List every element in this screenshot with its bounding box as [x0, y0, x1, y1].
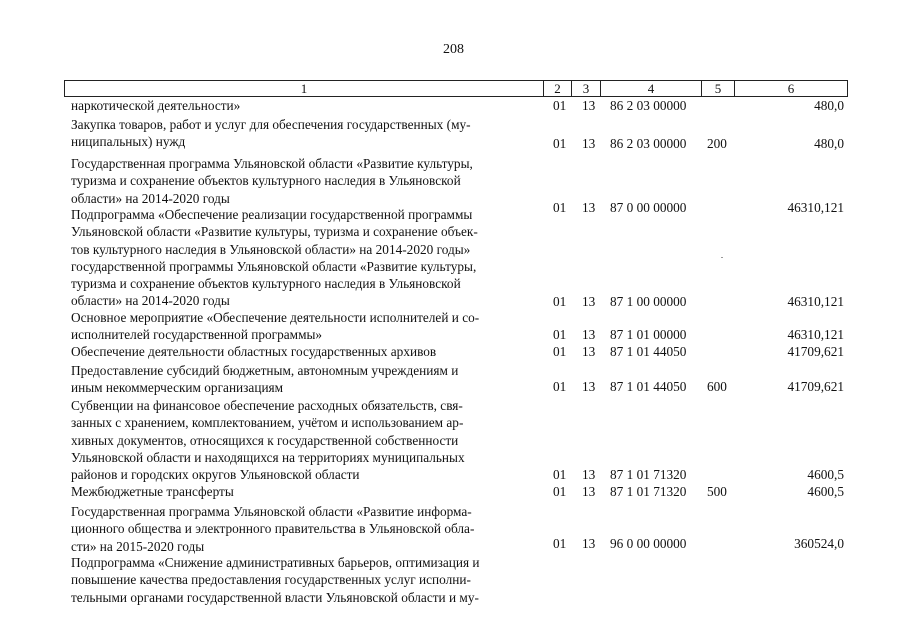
- row-section: 01: [553, 327, 567, 342]
- row-target-code: 86 2 03 00000: [610, 98, 687, 113]
- row-description: [71, 206, 541, 310]
- description-line: области» на 2014-2020 годы: [71, 190, 230, 206]
- row-description: [71, 343, 541, 360]
- row-expense-type: 200: [707, 136, 727, 151]
- row-target-code: 87 1 00 00000: [610, 293, 687, 309]
- row-subsection: 13: [582, 379, 596, 394]
- row-subsection: 13: [582, 98, 596, 113]
- description-line: Основное мероприятие «Обеспечение деятельности исполнителей и со-: [71, 310, 480, 325]
- header-col-5: 5: [702, 81, 735, 96]
- description-line: Предоставление субсидий бюджетным, автономным учреждениям и: [71, 363, 459, 378]
- description-line: Подпрограмма «Обеспечение реализации государственной программы: [71, 207, 473, 222]
- header-col-4: 4: [601, 81, 702, 96]
- table-header: [64, 80, 848, 97]
- row-subsection: 13: [582, 200, 596, 216]
- row-section: 01: [553, 136, 567, 151]
- row-target-code: 86 2 03 00000: [610, 136, 687, 151]
- row-target-code: 87 1 01 44050: [610, 344, 687, 359]
- description-line: Межбюджетные трансферты: [71, 484, 234, 499]
- header-col-6: 6: [787, 81, 795, 96]
- row-subsection: 13: [582, 136, 596, 151]
- description-line: наркотической деятельности»: [71, 98, 241, 113]
- description-line: области» на 2014-2020 годы: [71, 293, 230, 309]
- row-description: [71, 362, 541, 397]
- description-line: ционного общества и электронного правительства в Ульяновской обла-: [71, 521, 475, 537]
- description-line: ниципальных) нужд: [71, 134, 186, 150]
- description-line: Закупка товаров, работ и услуг для обеспечения государственных (му-: [71, 117, 471, 132]
- description-line: Ульяновской области и находящихся на территориях муниципальных: [71, 449, 465, 465]
- row-amount: 4600,5: [807, 484, 844, 499]
- row-section: 01: [553, 344, 567, 359]
- description-line: Подпрограмма «Снижение административных барьеров, оптимизация и: [71, 555, 480, 570]
- description-line: Обеспечение деятельности областных государственных архивов: [71, 344, 437, 359]
- description-line: государственной программы Ульяновской области «Развитие культуры,: [71, 258, 477, 274]
- row-target-code: 87 1 01 00000: [610, 327, 687, 342]
- header-col-1: 1: [65, 81, 544, 96]
- row-amount: 46310,121: [787, 293, 844, 309]
- row-target-code: 87 1 01 44050: [610, 379, 687, 394]
- description-line: Государственная программа Ульяновской области «Развитие культуры,: [71, 156, 473, 171]
- row-amount: 360524,0: [794, 536, 844, 552]
- row-description: [71, 397, 541, 483]
- description-line: иным некоммерческим организациям: [71, 380, 284, 396]
- row-section: 01: [553, 484, 567, 499]
- description-line: повышение качества предоставления государственных услуг исполни-: [71, 572, 471, 588]
- row-subsection: 13: [582, 293, 596, 309]
- description-line: исполнителей государственной программы»: [71, 327, 323, 343]
- row-section: 01: [553, 98, 567, 113]
- description-line: туризма и сохранение объектов культурного наследия в Ульяновской: [71, 276, 461, 292]
- description-line: сти» на 2015-2020 годы: [71, 538, 205, 554]
- description-line: тельными органами государственной власти Ульяновской области и му-: [71, 589, 479, 605]
- row-subsection: 13: [582, 344, 596, 359]
- description-line: районов и городских округов Ульяновской области: [71, 467, 360, 483]
- description-line: Ульяновской области «Развитие культуры, туризма и сохранение объек-: [71, 224, 478, 240]
- row-amount: 41709,621: [787, 379, 844, 394]
- row-section: 01: [553, 379, 567, 394]
- row-amount: 41709,621: [787, 344, 844, 359]
- row-target-code: 87 0 00 00000: [610, 200, 687, 216]
- row-amount: 46310,121: [787, 200, 844, 216]
- row-description: [71, 116, 541, 151]
- description-line: занных с хранением, комплектованием, учётом и использованием ар-: [71, 415, 464, 431]
- description-line: туризма и сохранение объектов культурного наследия в Ульяновской: [71, 173, 461, 189]
- row-subsection: 13: [582, 536, 596, 552]
- row-amount: 46310,121: [787, 327, 844, 342]
- row-description: [71, 97, 541, 114]
- row-subsection: 13: [582, 467, 596, 483]
- row-amount: 480,0: [814, 136, 844, 151]
- row-expense-type: 500: [707, 484, 727, 499]
- description-line: Субвенции на финансовое обеспечение расходных обязательств, свя-: [71, 398, 463, 413]
- scan-speck: [721, 257, 723, 258]
- row-description: [71, 503, 541, 555]
- row-section: 01: [553, 200, 567, 216]
- row-description: [71, 309, 541, 344]
- row-description: [71, 483, 541, 500]
- row-subsection: 13: [582, 327, 596, 342]
- row-description: [71, 155, 541, 207]
- row-amount: 4600,5: [807, 467, 844, 483]
- description-line: Государственная программа Ульяновской области «Развитие информа-: [71, 504, 472, 519]
- header-col-2: 2: [544, 81, 572, 96]
- description-line: тов культурного наследия в Ульяновской области» на 2014-2020 годы»: [71, 241, 471, 257]
- header-col-3: 3: [572, 81, 601, 96]
- description-line: хивных документов, относящихся к государственной собственности: [71, 432, 459, 448]
- row-section: 01: [553, 467, 567, 483]
- row-subsection: 13: [582, 484, 596, 499]
- row-section: 01: [553, 536, 567, 552]
- page-number: 208: [443, 42, 464, 57]
- row-target-code: 87 1 01 71320: [610, 467, 687, 483]
- row-expense-type: 600: [707, 379, 727, 394]
- row-amount: 480,0: [814, 98, 844, 113]
- row-target-code: 87 1 01 71320: [610, 484, 687, 499]
- row-description: [71, 554, 541, 606]
- row-target-code: 96 0 00 00000: [610, 536, 687, 552]
- row-section: 01: [553, 293, 567, 309]
